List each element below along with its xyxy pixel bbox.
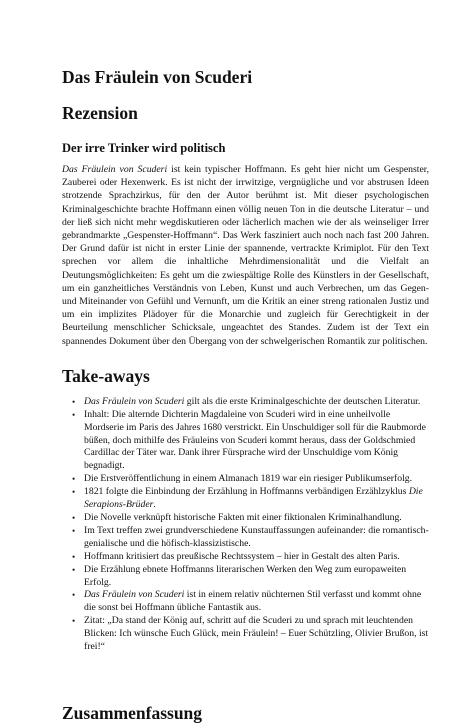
bullet-icon: • (72, 525, 76, 536)
bullet-icon: • (72, 551, 76, 562)
takeaway-text: gilt als die erste Kriminalgeschichte der deutschen Literatur. (184, 395, 421, 407)
review-subheading: Der irre Trinker wird politisch (62, 141, 226, 155)
takeaway-item (62, 525, 429, 551)
review-paragraph (62, 163, 429, 348)
document-title: Das Fräulein von Scuderi (62, 67, 253, 87)
takeaway-italic-title: Das Fräulein von Scuderi (84, 589, 185, 601)
takeaway-text: Im Text treffen zwei grundverschiedene Kunstauffassungen aufeinander: die romantisch-genialische und die höfisch-klassizistische. (84, 524, 429, 549)
review-heading: Rezension (62, 103, 138, 123)
takeaway-item (62, 564, 429, 590)
bullet-icon: • (72, 474, 76, 485)
takeaway-text: Hoffmann kritisiert das preußische Rechtssystem – hier in Gestalt des alten Paris. (84, 550, 400, 562)
bullet-icon: • (72, 590, 76, 601)
takeaways-list (62, 396, 429, 654)
takeaway-item (62, 551, 429, 564)
bullet-icon: • (72, 513, 76, 523)
bullet-icon: • (72, 487, 76, 498)
bullet-icon: • (72, 564, 76, 575)
takeaway-text: Die Erzählung ebnete Hoffmanns literarischen Werken den Weg zum europaweiten Erfolg. (84, 563, 407, 588)
bullet-icon: • (72, 409, 76, 420)
takeaway-item (62, 589, 429, 615)
takeaway-item (62, 473, 429, 486)
review-book-title: Das Fräulein von Scuderi (62, 164, 168, 175)
takeaway-text: 1821 folgte die Einbindung der Erzählung in Hoffmanns verbändigen Erzählzyklus (84, 486, 409, 498)
review-text: ist kein typischer Hoffmann. Es geht hier nicht um Gespenster, Zauberei oder Hexenwerk. Es ist nicht der irrwitzige, vergnügliche und vor abstrusen Ideen strotzende Sprachzirkus, für den der Autor berühmt ist. Mit dieser psychologischen Kriminalgeschichte brachte Hoffmann einen völlig neuen Ton in die deutsche Literatur – und der ließ sich nicht mehr wegdiskutieren oder lächerlich machen wie der als weinseliger Irrer gebrandmarkte „Gespenster-Hoffmann“. Das Werk fasziniert auch noch nach fast 200 Jahren. Der Grund dafür ist nicht in erster Linie der spannende, vertrackte Krimiplot. Für den Text sprechen vor allem die inhaltliche Mehrdimensionalität und die Vielfalt an Deutungsmöglichkeiten: Es geht um die zwiespältige Rolle des Künstlers in der Gesellschaft, um ein ganzheitliches Verständnis von Leben, Kunst und auch Verbrechen, um das Gegen- und Miteinander von Gefühl und Vernunft, um die Kritik an einer streng rationalen Justiz und um ein implizites Plädoyer für die Monarchie und zugleich für Gerechtigkeit in der Beurteilung menschlicher Schicksale, ungeachtet des Standes. Zudem ist der Text ein spannendes Dokument über den Übergang von der schwelgerischen Romantik zur politischen. (62, 164, 430, 347)
summary-heading: Zusammenfassung (62, 702, 203, 723)
takeaway-item (62, 409, 429, 474)
takeaway-item (62, 512, 429, 525)
takeaway-italic-title: Die Serapions-Brüder (84, 486, 423, 511)
takeaway-item (62, 615, 429, 654)
takeaway-text: Die Novelle verknüpft historische Fakten mit einer fiktionalen Kriminalhandlung. (84, 512, 402, 523)
takeaway-text-end: . (153, 499, 156, 511)
takeaway-text: Zitat: „Da stand der König auf, schritt auf die Scuderi zu und sprach mit leuchtenden Blicken: Ich wünsche Euch Glück, mein Fräulein! – Euer Schützling, Olivier Brußon, ist frei!“ (84, 615, 429, 653)
takeaway-text: Inhalt: Die alternde Dichterin Magdaleine von Scuderi wird in eine unheilvolle Mordserie im Paris des Jahres 1680 verstrickt. Ein Unschuldiger soll für die Raubmorde büßen, doch mithilfe des Fräuleins von Scuderi kommt heraus, dass der Goldschmied Cardillac der Täter war. Dank ihrer Fürsprache wird der Unschuldige vom König begnadigt. (84, 408, 426, 472)
takeaway-item (62, 486, 429, 512)
takeaway-item (62, 396, 429, 409)
takeaway-italic-title: Das Fräulein von Scuderi (84, 395, 185, 407)
takeaway-text: ist in einem relativ nüchternen Stil verfasst und kommt ohne die sonst bei Hoffmann übliche Fantastik aus. (84, 589, 422, 614)
bullet-icon: • (72, 396, 76, 407)
bullet-icon: • (72, 616, 76, 627)
takeaways-heading: Take-aways (62, 365, 150, 386)
takeaway-text: Die Erstveröffentlichung in einem Almanach 1819 war ein riesiger Publikumserfolg. (84, 473, 413, 485)
